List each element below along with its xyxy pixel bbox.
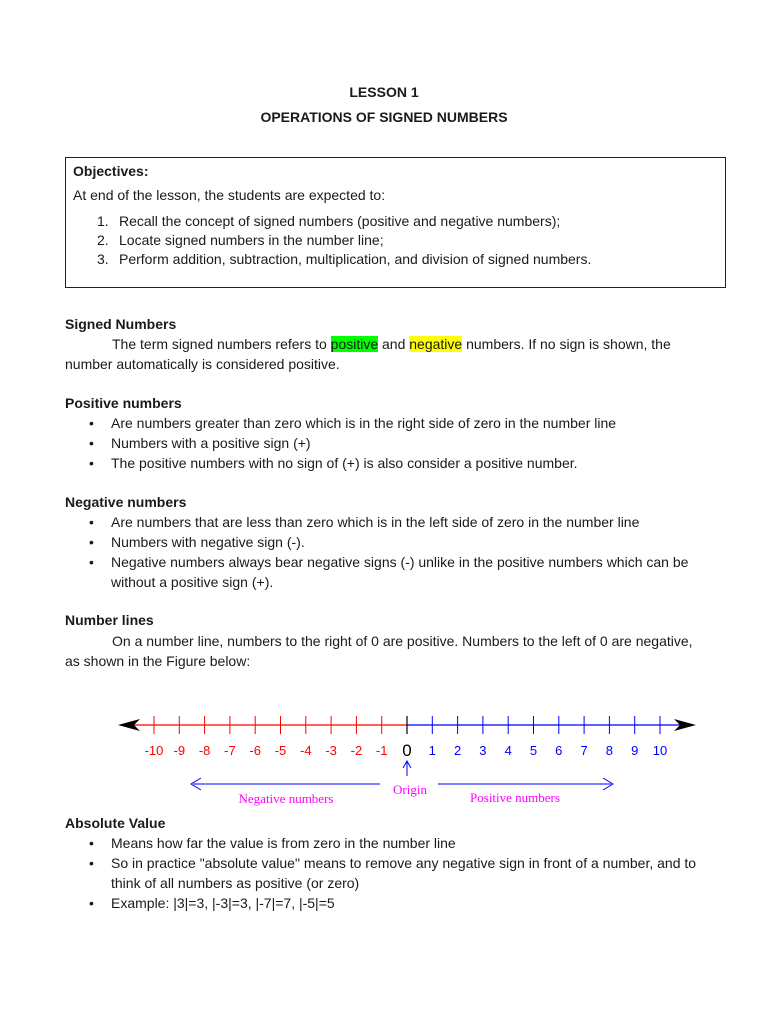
tick-label: -7	[224, 743, 236, 758]
tick-label: -10	[144, 743, 164, 758]
objective-text: Perform addition, subtraction, multiplication, and division of signed numbers.	[119, 251, 592, 267]
objectives-list	[73, 212, 591, 269]
list-item-text: So in practice "absolute value" means to remove any negative sign in front of a number, and to think of all numbers as positive (or zero)	[111, 855, 697, 891]
list-item-text: Are numbers greater than zero which is in the right side of zero in the number line	[111, 415, 617, 431]
list-item	[0, 433, 711, 453]
tick-label: 2	[453, 743, 462, 758]
positive-numbers-caption: Positive numbers	[470, 790, 560, 805]
tick-label: -5	[274, 743, 287, 758]
negative-numbers-caption: Negative numbers	[238, 791, 334, 806]
absolute-value-list	[0, 833, 711, 913]
objective-item	[73, 212, 591, 231]
and-word: and	[382, 336, 406, 352]
positive-numbers-list	[0, 413, 711, 473]
bullet-icon: •	[89, 415, 94, 431]
tick-label: -9	[173, 743, 186, 758]
list-item-text: The positive numbers with no sign of (+) is also consider a positive number.	[111, 455, 578, 471]
tick-label: 5	[529, 743, 538, 758]
objective-number: 1.	[97, 213, 109, 229]
number-lines-text: On a number line, numbers to the right of 0 are positive. Numbers to the left of 0 are negative, as shown in the Figure below:	[65, 633, 693, 669]
signed-text-after: numbers. If no sign is shown, the number automatically is considered positive.	[65, 336, 671, 372]
bullet-icon: •	[89, 554, 94, 570]
objectives-heading: Objectives:	[73, 163, 149, 179]
list-item-text: Numbers with a positive sign (+)	[111, 435, 311, 451]
bullet-icon: •	[89, 455, 94, 471]
tick-label: -4	[300, 743, 312, 758]
zero-label: 0	[402, 741, 412, 760]
lesson-title: OPERATIONS OF SIGNED NUMBERS	[260, 109, 508, 125]
bullet-icon: •	[89, 895, 94, 911]
list-item	[0, 512, 711, 532]
tick-label: -3	[325, 743, 337, 758]
tick-label: 1	[428, 743, 436, 758]
list-item	[0, 893, 711, 913]
tick-label: 7	[580, 743, 588, 758]
tick-label: 6	[555, 743, 563, 758]
tick-label: 3	[479, 743, 487, 758]
list-item	[0, 833, 711, 853]
bullet-icon: •	[89, 514, 94, 530]
bullet-icon: •	[89, 835, 94, 851]
tick-label: 10	[652, 743, 668, 758]
tick-label: 8	[605, 743, 614, 758]
list-item	[0, 853, 711, 893]
signed-text-before: The term signed numbers refers to	[112, 336, 327, 352]
lesson-number: LESSON 1	[349, 84, 419, 100]
positive-highlight: positive	[330, 336, 379, 352]
bullet-icon: •	[89, 855, 94, 871]
list-item-text: Example: |3|=3, |-3|=3, |-7|=7, |-5|=5	[111, 895, 335, 911]
tick-label: 9	[631, 743, 639, 758]
absolute-value-heading: Absolute Value	[65, 815, 166, 831]
negative-numbers-list	[0, 512, 711, 592]
list-item-text: Negative numbers always bear negative signs (-) unlike in the positive numbers which can be without a positive sign (+).	[111, 554, 689, 590]
list-item	[0, 453, 711, 473]
objective-item	[73, 231, 591, 250]
negative-highlight: negative	[409, 336, 463, 352]
list-item	[0, 552, 711, 592]
objectives-box	[65, 157, 726, 288]
positive-numbers-heading: Positive numbers	[65, 395, 182, 411]
list-item-text: Numbers with negative sign (-).	[111, 534, 305, 550]
objective-text: Recall the concept of signed numbers (positive and negative numbers);	[119, 213, 561, 229]
number-line-figure	[0, 700, 768, 810]
objective-item	[73, 250, 591, 269]
objective-text: Locate signed numbers in the number line;	[119, 232, 384, 248]
bullet-icon: •	[89, 534, 94, 550]
objective-number: 2.	[97, 232, 109, 248]
signed-numbers-paragraph	[65, 334, 705, 374]
number-lines-heading: Number lines	[65, 612, 154, 628]
objective-number: 3.	[97, 251, 109, 267]
list-item	[0, 413, 711, 433]
objectives-intro: At end of the lesson, the students are expected to:	[73, 187, 386, 203]
list-item	[0, 532, 711, 552]
list-item-text: Are numbers that are less than zero which is in the left side of zero in the number line	[111, 514, 640, 530]
number-lines-paragraph	[65, 631, 705, 671]
signed-numbers-heading: Signed Numbers	[65, 316, 177, 332]
tick-label: -6	[249, 743, 261, 758]
negative-numbers-heading: Negative numbers	[65, 494, 187, 510]
tick-label: 4	[504, 743, 512, 758]
tick-label: -1	[375, 743, 388, 758]
bullet-icon: •	[89, 435, 94, 451]
tick-label: -8	[198, 743, 211, 758]
tick-label: -2	[350, 743, 363, 758]
origin-caption: Origin	[393, 782, 427, 797]
list-item-text: Means how far the value is from zero in the number line	[111, 835, 456, 851]
